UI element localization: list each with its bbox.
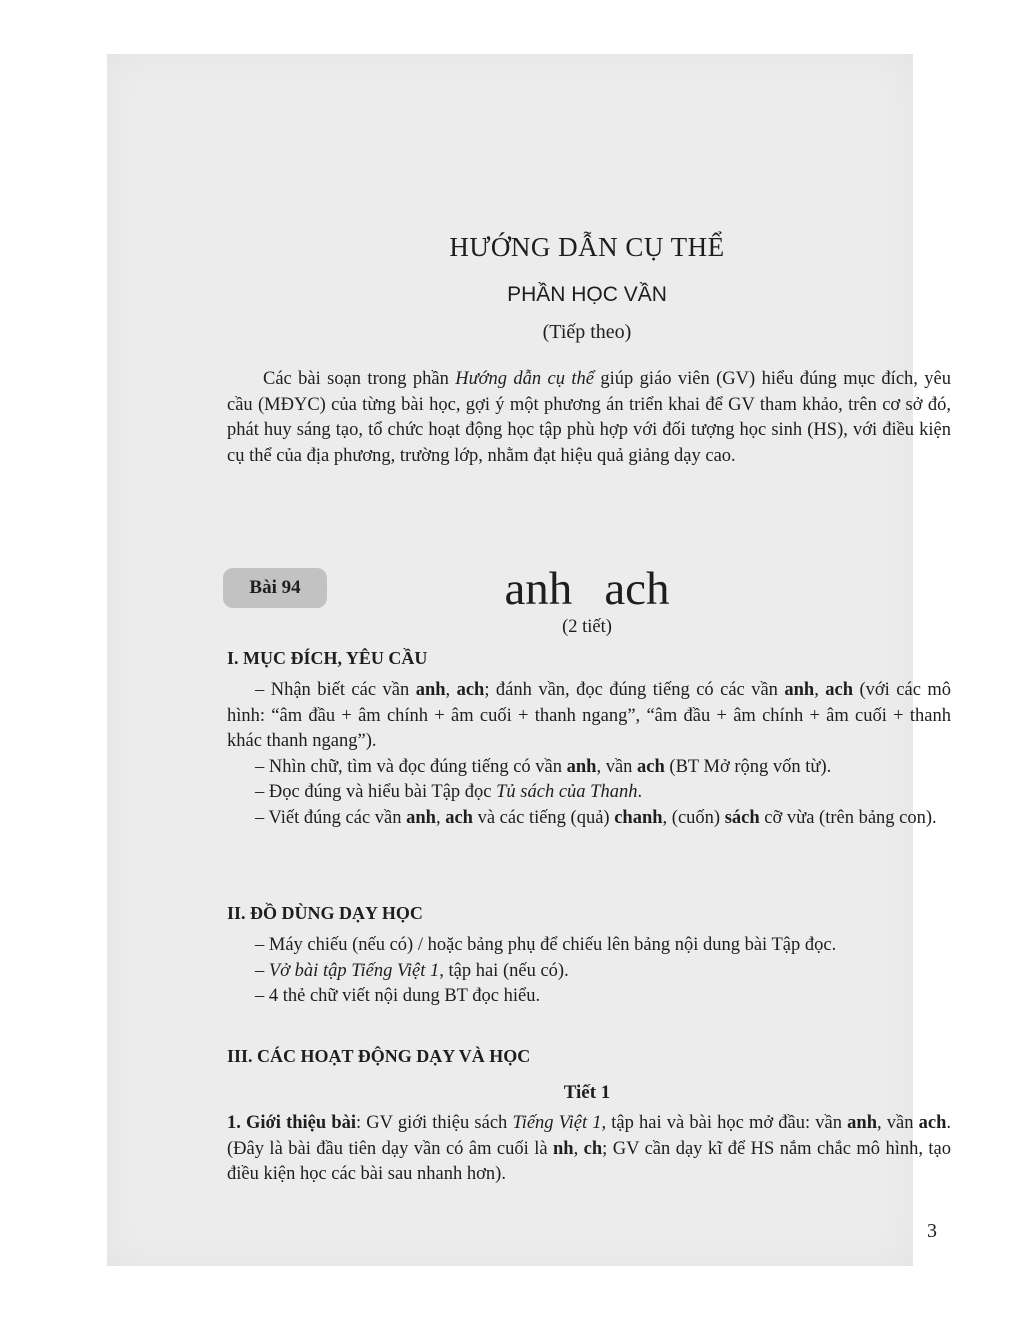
continued-note: (Tiếp theo) [542,321,632,343]
rhyme-ach: ach [604,563,670,615]
section-heading-materials: II. ĐỒ DÙNG DẠY HỌC [227,903,423,923]
list-item: – Đọc đúng và hiểu bài Tập đọc Tủ sách của Thanh. [255,782,643,803]
list-item: – Viết đúng các vần anh, ach và các tiếng (quả) chanh, (cuốn) sách cỡ vừa (trên bảng con). [255,807,937,828]
page-number: 3 [927,1220,937,1242]
rhyme-anh: anh [504,563,573,615]
intro-paragraph: Các bài soạn trong phần Hướng dẫn cụ thể giúp giáo viên (GV) hiểu đúng mục đích, yêu cầu (MĐYC) của từng bài học, gợi ý một phương án triển khai để GV tham khảo, trên cơ sở đó, phát huy sáng tạo, tổ chức hoạt động học tập phù hợp với đối tượng học sinh (HS), với điều kiện cụ thể của địa phương, trường lớp, nhằm đạt hiệu quả giảng dạy cao. [227,369,951,466]
lesson-badge: Bài 94 [223,568,327,608]
page-content [227,54,952,1266]
section-heading-activities: III. CÁC HOẠT ĐỘNG DẠY VÀ HỌC [227,1046,531,1066]
lesson-periods: (2 tiết) [562,617,612,637]
list-item: – Nhận biết các vần anh, ach; đánh vần, đọc đúng tiếng có các vần anh, ach (với các mô hình: “âm đầu + âm chính + âm cuối + thanh ngang”, “âm đầu + âm chính + âm cuối + thanh khác thanh ngang”). [227,680,951,752]
lesson-intro-paragraph: 1. Giới thiệu bài: GV giới thiệu sách Tiếng Việt 1, tập hai và bài học mở đầu: vần anh, vần ach. (Đây là bài đầu tiên dạy vần có âm cuối là nh, ch; GV cần dạy kĩ để HS nắm chắc mô hình, tạo điều kiện học các bài sau nhanh hơn). [227,1113,952,1185]
materials-list [227,933,951,1010]
page-title: HƯỚNG DẪN CỤ THỂ [449,232,725,262]
period-title: Tiết 1 [563,1082,611,1103]
page-subtitle: PHẦN HỌC VẦN [507,283,667,306]
list-item: – 4 thẻ chữ viết nội dung BT đọc hiểu. [255,986,541,1007]
list-item: – Nhìn chữ, tìm và đọc đúng tiếng có vần anh, vần ach (BT Mở rộng vốn từ). [255,756,832,777]
lesson-title [227,562,947,616]
book-page [107,54,952,1266]
list-item: – Máy chiếu (nếu có) / hoặc bảng phụ để chiếu lên bảng nội dung bài Tập đọc. [255,935,837,955]
objectives-list [227,678,951,832]
list-item: – Vở bài tập Tiếng Việt 1, tập hai (nếu có). [255,960,569,981]
section-heading-objectives: I. MỤC ĐÍCH, YÊU CẦU [227,648,428,668]
